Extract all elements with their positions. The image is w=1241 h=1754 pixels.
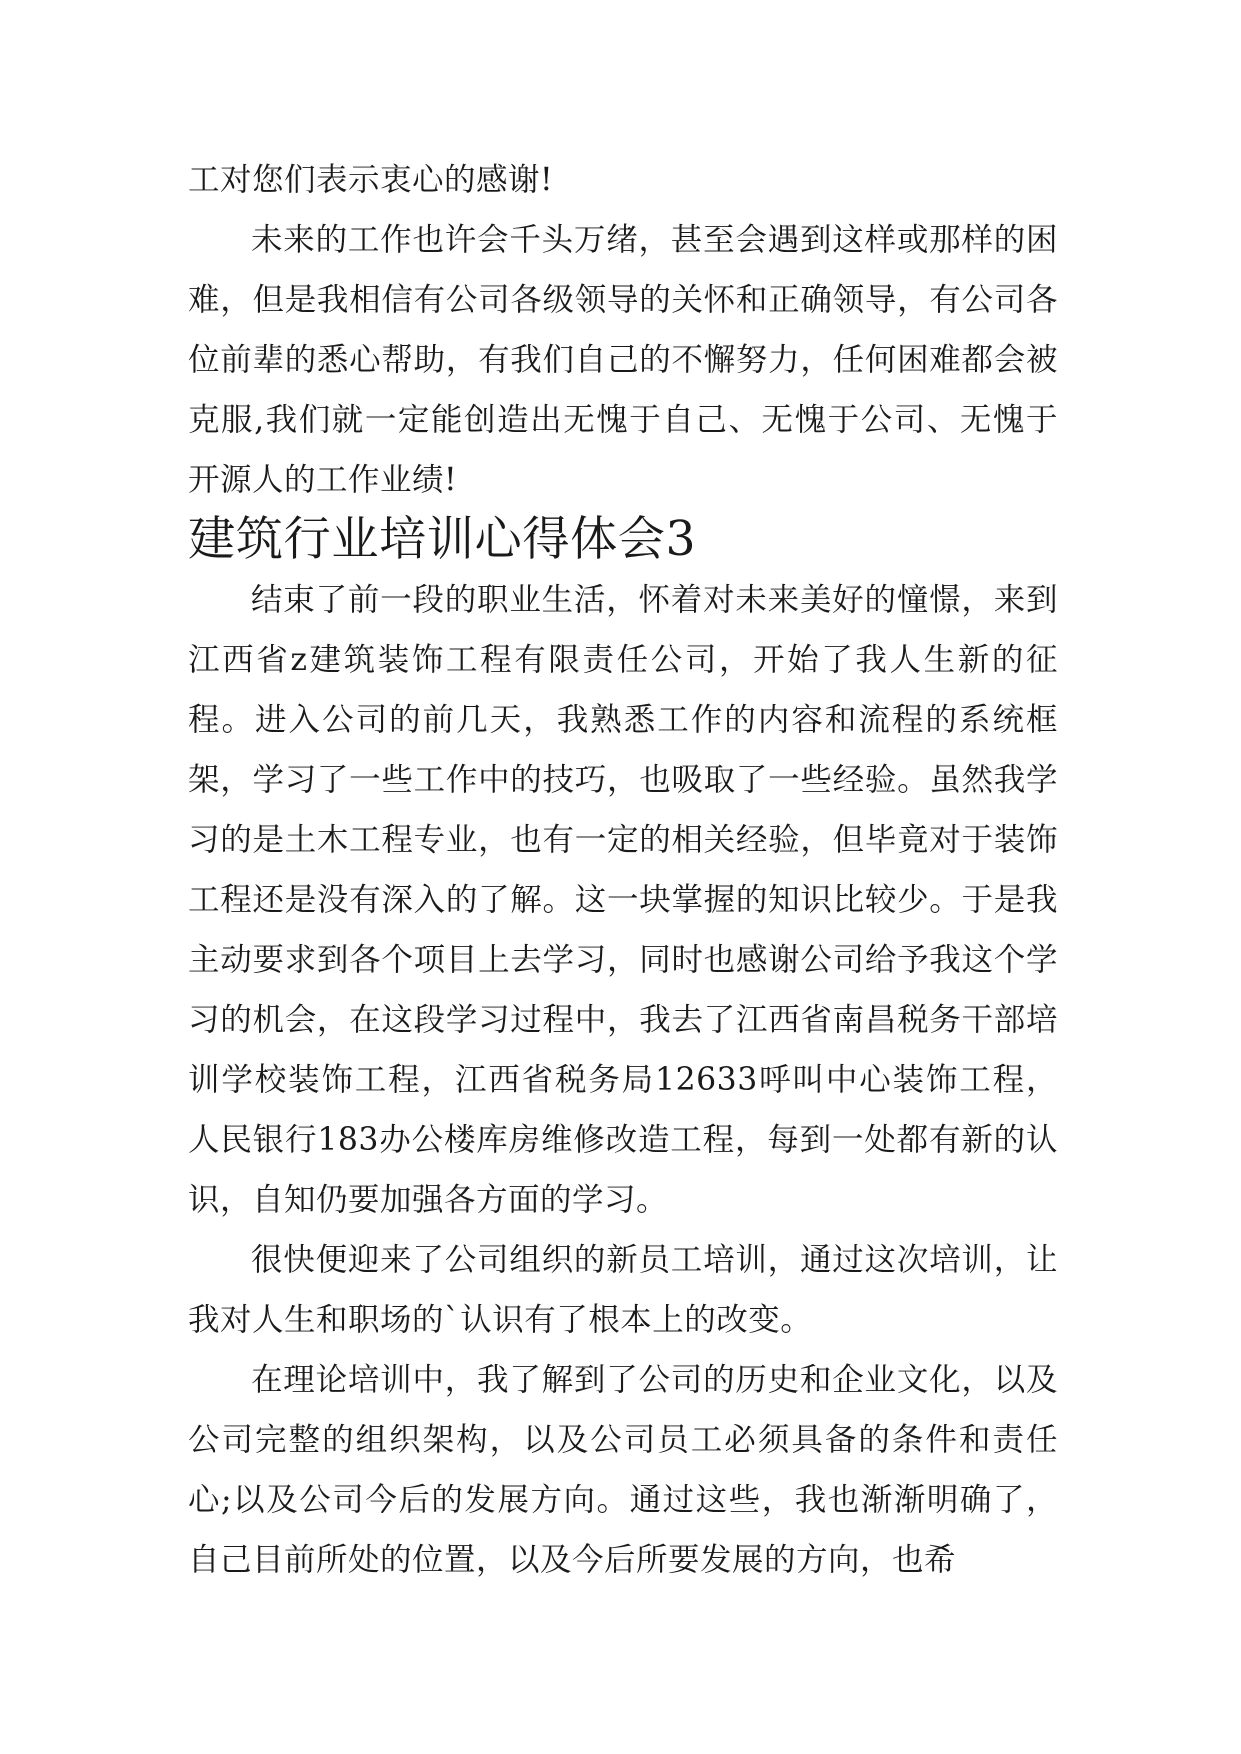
paragraph-future-work: 未来的工作也许会千头万绪，甚至会遇到这样或那样的困难，但是我相信有公司各级领导的关怀和正确领导，有公司各位前辈的悉心帮助，有我们自己的不懈努力，任何困难都会被克服,我们就一定能创造出无愧于自己、无愧于公司、无愧于开源人的工作业绩!: [188, 222, 1058, 498]
document-body: [188, 150, 1058, 1590]
paragraph-training-intro: 很快便迎来了公司组织的新员工培训，通过这次培训，让我对人生和职场的`认识有了根本上的改变。: [188, 1242, 1058, 1338]
paragraph-continuation: 工对您们表示衷心的感谢!: [188, 162, 554, 198]
section-heading: 建筑行业培训心得体会3: [188, 512, 697, 567]
paragraph-career-start: 结束了前一段的职业生活，怀着对未来美好的憧憬，来到江西省z建筑装饰工程有限责任公司，开始了我人生新的征程。进入公司的前几天，我熟悉工作的内容和流程的系统框架，学习了一些工作中的技巧，也吸取了一些经验。虽然我学习的是土木工程专业，也有一定的相关经验，但毕竟对于装饰工程还是没有深入的了解。这一块掌握的知识比较少。于是我主动要求到各个项目上去学习，同时也感谢公司给予我这个学习的机会，在这段学习过程中，我去了江西省南昌税务干部培训学校装饰工程，江西省税务局12633呼叫中心装饰工程，人民银行183办公楼库房维修改造工程，每到一处都有新的认识，自知仍要加强各方面的学习。: [188, 582, 1058, 1218]
paragraph-theory-training: 在理论培训中，我了解到了公司的历史和企业文化，以及公司完整的组织架构，以及公司员工必须具备的条件和责任心;以及公司今后的发展方向。通过这些，我也渐渐明确了，自己目前所处的位置，以及今后所要发展的方向，也希: [188, 1362, 1058, 1578]
